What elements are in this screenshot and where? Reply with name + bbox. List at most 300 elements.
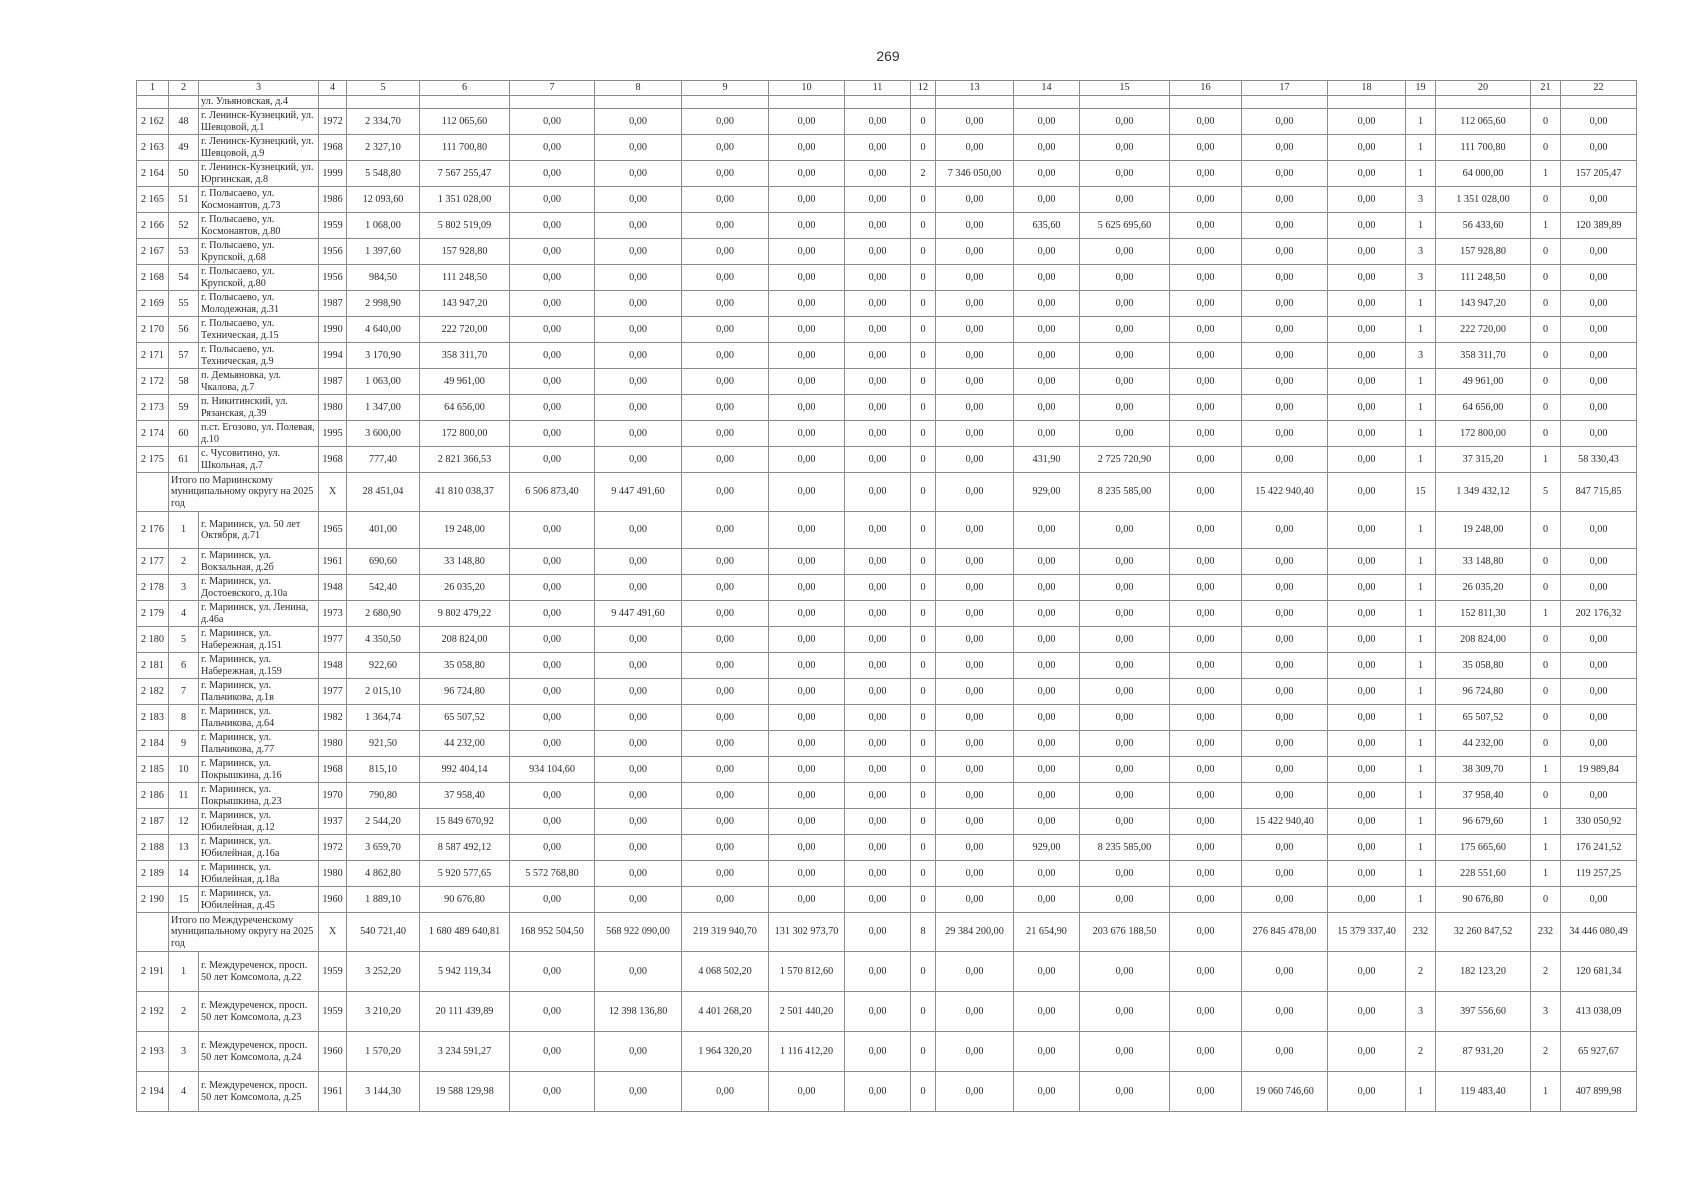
cell-col-14: 0,00 [1014,575,1080,601]
cell-col-4: 1987 [319,291,347,317]
cell-col-15: 0,00 [1080,952,1170,992]
cell-col-16: 0,00 [1170,109,1242,135]
cell-col-20: 90 676,80 [1436,887,1531,913]
cell-col-15: 0,00 [1080,861,1170,887]
cell-col-6: 2 821 366,53 [420,447,510,473]
cell-col-2: 50 [169,161,199,187]
cell-col-20: 222 720,00 [1436,317,1531,343]
cell-col-6: 111 700,80 [420,135,510,161]
cell-col-8: 0,00 [595,512,682,549]
cell-col-19: 1 [1406,1072,1436,1112]
cell-col-7: 0,00 [510,809,595,835]
table-row [137,809,1637,835]
cell-col-5: 401,00 [347,512,420,549]
cell-col-8: 0,00 [595,705,682,731]
cell-col-18: 0,00 [1328,395,1406,421]
cell-col-14: 0,00 [1014,731,1080,757]
cell-col-4 [319,96,347,109]
cell-col-4: 1982 [319,705,347,731]
cell-col-12: 0 [911,757,936,783]
cell-col-10: 0,00 [769,265,845,291]
cell-col-21: 0 [1531,421,1561,447]
cell-col-18: 0,00 [1328,809,1406,835]
cell-col-8: 0,00 [595,549,682,575]
cell-col-13: 0,00 [936,809,1014,835]
cell-col-1: 2 163 [137,135,169,161]
cell-col-20 [1436,96,1531,109]
cell-col-3: с. Чусовитино, ул. Школьная, д.7 [199,447,319,473]
cell-col-21: 0 [1531,369,1561,395]
cell-col-13: 0,00 [936,1072,1014,1112]
cell-col-15: 0,00 [1080,161,1170,187]
cell-col-16: 0,00 [1170,992,1242,1032]
cell-col-4: 1959 [319,992,347,1032]
cell-col-8: 0,00 [595,783,682,809]
column-header-6: 6 [420,81,510,96]
cell-col-13: 0,00 [936,757,1014,783]
total-col-13: 0,00 [936,473,1014,512]
cell-col-21: 0 [1531,679,1561,705]
cell-col-12: 0 [911,109,936,135]
cell-col-20: 358 311,70 [1436,343,1531,369]
cell-col-2: 8 [169,705,199,731]
cell-col-20: 157 928,80 [1436,239,1531,265]
cell-col-6: 26 035,20 [420,575,510,601]
cell-col-21: 0 [1531,187,1561,213]
cell-col-11: 0,00 [845,512,911,549]
cell-col-19: 1 [1406,109,1436,135]
total-col-17: 276 845 478,00 [1242,913,1328,952]
cell-col-1: 2 192 [137,992,169,1032]
cell-col-4: 1973 [319,601,347,627]
cell-col-9: 0,00 [682,421,769,447]
cell-col-14: 0,00 [1014,783,1080,809]
cell-col-10: 0,00 [769,421,845,447]
cell-col-7: 0,00 [510,549,595,575]
cell-col-11: 0,00 [845,317,911,343]
repair-register-table [136,80,1637,1112]
cell-col-7: 0,00 [510,369,595,395]
cell-col-17: 0,00 [1242,705,1328,731]
cell-col-10: 0,00 [769,757,845,783]
cell-col-5: 3 252,20 [347,952,420,992]
cell-col-17: 0,00 [1242,135,1328,161]
cell-col-9: 0,00 [682,783,769,809]
table-row [137,187,1637,213]
cell-col-19: 1 [1406,757,1436,783]
cell-col-17: 19 060 746,60 [1242,1072,1328,1112]
cell-col-20: 152 811,30 [1436,601,1531,627]
total-col-11: 0,00 [845,913,911,952]
cell-col-20: 37 315,20 [1436,447,1531,473]
cell-col-11: 0,00 [845,395,911,421]
cell-col-14: 0,00 [1014,601,1080,627]
cell-col-15: 0,00 [1080,809,1170,835]
cell-col-5: 4 862,80 [347,861,420,887]
cell-col-9: 0,00 [682,653,769,679]
cell-col-16: 0,00 [1170,809,1242,835]
cell-col-17: 0,00 [1242,731,1328,757]
cell-col-15: 0,00 [1080,187,1170,213]
cell-col-10: 0,00 [769,575,845,601]
cell-col-1: 2 170 [137,317,169,343]
table-row [137,861,1637,887]
cell-col-1: 2 167 [137,239,169,265]
cell-col-16: 0,00 [1170,601,1242,627]
column-header-7: 7 [510,81,595,96]
cell-col-20: 44 232,00 [1436,731,1531,757]
cell-col-15 [1080,96,1170,109]
cell-col-2: 7 [169,679,199,705]
cell-col-1: 2 188 [137,835,169,861]
cell-col-22: 0,00 [1561,135,1637,161]
cell-col-8: 0,00 [595,653,682,679]
cell-col-8: 0,00 [595,575,682,601]
cell-col-17: 0,00 [1242,161,1328,187]
cell-col-18: 0,00 [1328,213,1406,239]
cell-col-22: 0,00 [1561,512,1637,549]
cell-col-14: 0,00 [1014,653,1080,679]
cell-col-9: 0,00 [682,161,769,187]
cell-col-13: 0,00 [936,343,1014,369]
cell-col-11: 0,00 [845,1032,911,1072]
cell-col-18: 0,00 [1328,887,1406,913]
cell-col-3: г. Междуреченск, просп. 50 лет Комсомола, д.24 [199,1032,319,1072]
total-col-7: 168 952 504,50 [510,913,595,952]
cell-col-1 [137,913,169,952]
cell-col-11: 0,00 [845,952,911,992]
cell-col-1: 2 164 [137,161,169,187]
column-header-13: 13 [936,81,1014,96]
cell-col-13: 0,00 [936,421,1014,447]
cell-col-11: 0,00 [845,783,911,809]
cell-col-9: 0,00 [682,213,769,239]
cell-col-15: 0,00 [1080,601,1170,627]
cell-col-8: 0,00 [595,421,682,447]
cell-col-6: 90 676,80 [420,887,510,913]
cell-col-11: 0,00 [845,835,911,861]
table-row [137,601,1637,627]
cell-col-16: 0,00 [1170,187,1242,213]
cell-col-15: 0,00 [1080,575,1170,601]
cell-col-5: 1 364,74 [347,705,420,731]
cell-col-21: 0 [1531,239,1561,265]
cell-col-12: 0 [911,861,936,887]
cell-col-20: 397 556,60 [1436,992,1531,1032]
cell-col-11: 0,00 [845,1072,911,1112]
cell-col-22: 0,00 [1561,549,1637,575]
cell-col-9: 0,00 [682,109,769,135]
cell-col-14: 0,00 [1014,1032,1080,1072]
cell-col-12: 0 [911,575,936,601]
cell-col-15: 0,00 [1080,653,1170,679]
cell-col-5: 921,50 [347,731,420,757]
cell-col-8: 0,00 [595,317,682,343]
cell-col-16: 0,00 [1170,575,1242,601]
cell-col-17: 0,00 [1242,757,1328,783]
cell-col-22: 0,00 [1561,187,1637,213]
cell-col-20: 1 351 028,00 [1436,187,1531,213]
cell-col-11: 0,00 [845,213,911,239]
cell-col-5: 12 093,60 [347,187,420,213]
cell-col-16: 0,00 [1170,549,1242,575]
cell-col-3: г. Полысаево, ул. Космонавтов, д.80 [199,213,319,239]
cell-col-13: 0,00 [936,601,1014,627]
cell-col-19: 1 [1406,601,1436,627]
cell-col-5: 5 548,80 [347,161,420,187]
column-header-18: 18 [1328,81,1406,96]
cell-col-5: 922,60 [347,653,420,679]
cell-col-16: 0,00 [1170,369,1242,395]
cell-col-11: 0,00 [845,757,911,783]
cell-col-13: 0,00 [936,575,1014,601]
cell-col-16: 0,00 [1170,161,1242,187]
cell-col-8: 0,00 [595,731,682,757]
table-row [137,135,1637,161]
cell-col-2: 55 [169,291,199,317]
cell-col-22: 407 899,98 [1561,1072,1637,1112]
cell-col-15: 0,00 [1080,757,1170,783]
cell-col-20: 64 656,00 [1436,395,1531,421]
cell-col-12: 0 [911,887,936,913]
cell-col-2: 52 [169,213,199,239]
column-header-22: 22 [1561,81,1637,96]
table-row [137,421,1637,447]
cell-col-12: 0 [911,447,936,473]
cell-col-5: 2 015,10 [347,679,420,705]
cell-col-16: 0,00 [1170,627,1242,653]
cell-col-5: 3 210,20 [347,992,420,1032]
cell-col-4: 1970 [319,783,347,809]
cell-col-7: 0,00 [510,783,595,809]
cell-col-19: 1 [1406,135,1436,161]
cell-col-5: 1 889,10 [347,887,420,913]
cell-col-22: 0,00 [1561,109,1637,135]
cell-col-13: 0,00 [936,109,1014,135]
cell-col-6: 222 720,00 [420,317,510,343]
cell-col-21: 1 [1531,757,1561,783]
cell-col-7: 0,00 [510,601,595,627]
cell-col-7: 0,00 [510,291,595,317]
cell-col-13: 0,00 [936,1032,1014,1072]
cell-col-12: 0 [911,343,936,369]
cell-col-9: 0,00 [682,512,769,549]
cell-col-17: 0,00 [1242,627,1328,653]
cell-col-6: 33 148,80 [420,549,510,575]
cell-col-19: 1 [1406,317,1436,343]
cell-col-1: 2 182 [137,679,169,705]
cell-col-3: г. Мариинск, ул. Набережная, д.159 [199,653,319,679]
cell-col-10: 0,00 [769,835,845,861]
cell-col-20: 56 433,60 [1436,213,1531,239]
cell-col-14: 0,00 [1014,992,1080,1032]
table-row [137,952,1637,992]
table-row [137,317,1637,343]
cell-col-19: 1 [1406,835,1436,861]
cell-col-11: 0,00 [845,861,911,887]
cell-col-10: 0,00 [769,109,845,135]
cell-col-13: 0,00 [936,395,1014,421]
cell-col-15: 0,00 [1080,317,1170,343]
cell-col-22: 120 681,34 [1561,952,1637,992]
cell-col-11: 0,00 [845,135,911,161]
cell-col-15: 0,00 [1080,343,1170,369]
cell-col-20: 38 309,70 [1436,757,1531,783]
cell-col-14: 635,60 [1014,213,1080,239]
cell-col-9: 1 964 320,20 [682,1032,769,1072]
cell-col-4: 1995 [319,421,347,447]
cell-col-7: 0,00 [510,679,595,705]
cell-col-5: 542,40 [347,575,420,601]
cell-col-14: 0,00 [1014,757,1080,783]
cell-col-21: 0 [1531,731,1561,757]
cell-col-20: 119 483,40 [1436,1072,1531,1112]
cell-col-1: 2 193 [137,1032,169,1072]
table-row [137,512,1637,549]
table-row [137,1072,1637,1112]
cell-col-3: г. Междуреченск, просп. 50 лет Комсомола, д.22 [199,952,319,992]
cell-col-13: 0,00 [936,213,1014,239]
cell-col-10: 0,00 [769,705,845,731]
cell-col-1: 2 176 [137,512,169,549]
cell-col-17: 0,00 [1242,265,1328,291]
total-col-14: 929,00 [1014,473,1080,512]
cell-col-19: 1 [1406,627,1436,653]
cell-col-6: 20 111 439,89 [420,992,510,1032]
cell-col-10: 0,00 [769,291,845,317]
cell-col-21: 0 [1531,887,1561,913]
cell-col-21: 1 [1531,1072,1561,1112]
total-col-4: X [319,913,347,952]
total-col-16: 0,00 [1170,473,1242,512]
cell-col-22: 65 927,67 [1561,1032,1637,1072]
cell-col-17: 0,00 [1242,992,1328,1032]
cell-col-13: 0,00 [936,835,1014,861]
cell-col-6: 96 724,80 [420,679,510,705]
cell-col-2: 3 [169,1032,199,1072]
cell-col-4: 1994 [319,343,347,369]
cell-col-9: 0,00 [682,239,769,265]
table-row [137,447,1637,473]
cell-col-2: 14 [169,861,199,887]
cell-col-10: 0,00 [769,161,845,187]
column-header-20: 20 [1436,81,1531,96]
cell-col-7: 0,00 [510,575,595,601]
cell-col-21: 1 [1531,835,1561,861]
cell-col-2: 10 [169,757,199,783]
cell-col-15: 0,00 [1080,239,1170,265]
cell-col-18: 0,00 [1328,135,1406,161]
cell-col-9: 0,00 [682,135,769,161]
cell-col-19: 3 [1406,239,1436,265]
cell-col-12: 0 [911,835,936,861]
table-row [137,653,1637,679]
cell-col-14: 0,00 [1014,705,1080,731]
cell-col-10: 0,00 [769,627,845,653]
column-header-16: 16 [1170,81,1242,96]
cell-col-12: 0 [911,549,936,575]
table-row [137,992,1637,1032]
cell-col-13: 0,00 [936,291,1014,317]
cell-col-21: 0 [1531,291,1561,317]
cell-col-22: 157 205,47 [1561,161,1637,187]
cell-col-22: 0,00 [1561,627,1637,653]
cell-col-10: 0,00 [769,653,845,679]
cell-col-7: 0,00 [510,835,595,861]
cell-col-11: 0,00 [845,679,911,705]
cell-col-3: г. Полысаево, ул. Космонавтов, д.73 [199,187,319,213]
cell-col-11: 0,00 [845,601,911,627]
cell-col-14: 431,90 [1014,447,1080,473]
cell-col-4: 1961 [319,1072,347,1112]
cell-col-2: 5 [169,627,199,653]
cell-col-21: 0 [1531,627,1561,653]
total-col-14: 21 654,90 [1014,913,1080,952]
total-col-8: 9 447 491,60 [595,473,682,512]
cell-col-6: 5 942 119,34 [420,952,510,992]
cell-col-6: 1 351 028,00 [420,187,510,213]
cell-col-8 [595,96,682,109]
cell-col-13: 0,00 [936,887,1014,913]
cell-col-8: 0,00 [595,861,682,887]
cell-col-4: 1986 [319,187,347,213]
cell-col-16: 0,00 [1170,757,1242,783]
cell-col-15: 0,00 [1080,291,1170,317]
cell-col-11: 0,00 [845,343,911,369]
column-header-2: 2 [169,81,199,96]
cell-col-16: 0,00 [1170,421,1242,447]
cell-col-15: 8 235 585,00 [1080,835,1170,861]
cell-col-21: 1 [1531,861,1561,887]
table-row [137,757,1637,783]
cell-col-9: 0,00 [682,861,769,887]
cell-col-15: 0,00 [1080,627,1170,653]
cell-col-13: 0,00 [936,187,1014,213]
cell-col-21: 0 [1531,653,1561,679]
cell-col-3: г. Мариинск, ул. Покрышкина, д.23 [199,783,319,809]
cell-col-7: 0,00 [510,343,595,369]
total-col-5: 28 451,04 [347,473,420,512]
cell-col-6: 9 802 479,22 [420,601,510,627]
cell-col-13: 0,00 [936,265,1014,291]
cell-col-18: 0,00 [1328,835,1406,861]
cell-col-8: 0,00 [595,1072,682,1112]
cell-col-17 [1242,96,1328,109]
cell-col-2 [169,96,199,109]
cell-col-5: 3 659,70 [347,835,420,861]
cell-col-1: 2 189 [137,861,169,887]
cell-col-7: 0,00 [510,952,595,992]
cell-col-17: 0,00 [1242,239,1328,265]
cell-col-17: 0,00 [1242,369,1328,395]
cell-col-21: 0 [1531,265,1561,291]
cell-col-10: 0,00 [769,135,845,161]
cell-col-4: 1948 [319,653,347,679]
cell-col-11 [845,96,911,109]
cell-col-15: 0,00 [1080,731,1170,757]
cell-col-22: 0,00 [1561,653,1637,679]
table-row [137,213,1637,239]
cell-col-1: 2 181 [137,653,169,679]
column-header-5: 5 [347,81,420,96]
cell-col-5: 4 640,00 [347,317,420,343]
cell-col-1: 2 194 [137,1072,169,1112]
cell-col-12: 0 [911,291,936,317]
table-body [137,96,1637,1112]
cell-col-8: 0,00 [595,109,682,135]
cell-col-9: 4 068 502,20 [682,952,769,992]
cell-col-11: 0,00 [845,447,911,473]
